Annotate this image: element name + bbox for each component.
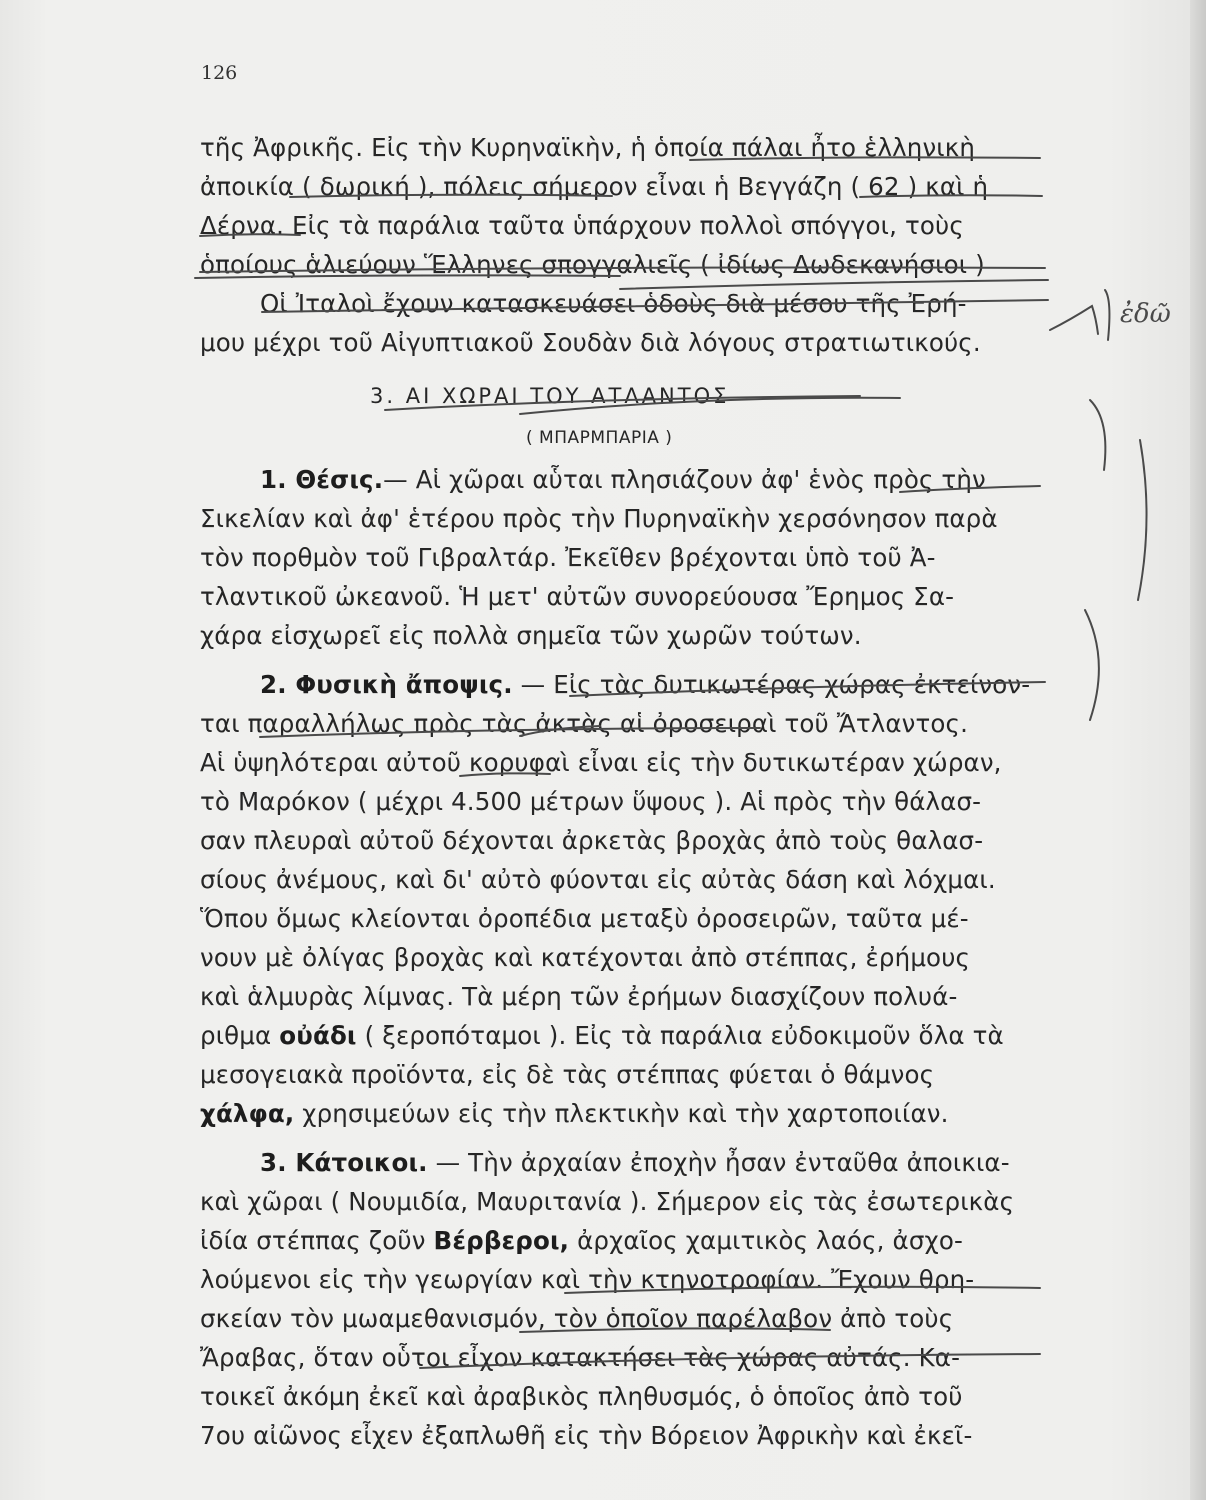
text-line: 7ου αἰῶνος εἶχεν ἐξαπλωθῆ εἰς τὴν Βόρειον Ἀφρικὴν καὶ ἐκεῖ- [200,1421,973,1450]
paragraph-heading-line: 3. Κάτοικοι. — Τὴν ἀρχαίαν ἐποχὴν ἦσαν ἐνταῦθα ἀποικια- [260,1148,1010,1177]
margin-stroke [1050,306,1098,334]
bold-term: οὐάδι [279,1021,357,1050]
paragraph-heading: 2. Φυσικὴ ἄποψις. [260,670,513,699]
paragraph-heading: 1. Θέσις. [260,465,384,494]
text-line: ται παραλλήλως πρὸς τὰς ἀκτὰς αἱ ὀροσειραὶ τοῦ Ἄτλαντος. [200,709,969,738]
text-line: καὶ ἁλμυρὰς λίμνας. Τὰ μέρη τῶν ἐρήμων διασχίζουν πολυά- [200,982,958,1011]
section-subtitle: ( ΜΠΑΡΜΠΑΡΙΑ ) [526,428,673,448]
text-line: Οἱ Ἰταλοὶ ἔχουν κατασκευάσει ὁδοὺς διὰ μέσου τῆς Ἐρή- [260,289,967,318]
bold-term: χάλφα, [200,1099,295,1128]
text-line: χάλφα, χρησιμεύων εἰς τὴν πλεκτικὴν καὶ τὴν χαρτοποιίαν. [200,1099,949,1128]
text-line: ἀποικία ( δωρική ), πόλεις σήμερον εἶναι ἡ Βεγγάζη ( 62 ) καὶ ἡ [200,172,989,201]
text-line: τὸ Μαρόκον ( μέχρι 4.500 μέτρων ὕψους ). Αἱ πρὸς τὴν θάλασ- [200,787,982,816]
text-line: καὶ χῶραι ( Νουμιδία, Μαυριτανία ). Σήμερον εἰς τὰς ἐσωτερικὰς [200,1187,1015,1216]
text-line: Αἱ ὑψηλότεραι αὐτοῦ κορυφαὶ εἶναι εἰς τὴν δυτικωτέραν χώραν, [200,748,1002,777]
text-line: ριθμα οὐάδι ( ξεροπόταμοι ). Εἰς τὰ παράλια εὐδοκιμοῦν ὅλα τὰ [200,1021,1004,1050]
margin-stroke [1138,440,1147,600]
margin-stroke [1090,400,1105,470]
text-line: σκείαν τὸν μωαμεθανισμόν, τὸν ὁποῖον παρέλαβον ἀπὸ τοὺς [200,1304,954,1333]
text-line: Δέρνα. Εἰς τὰ παράλια ταῦτα ὑπάρχουν πολλοὶ σπόγγοι, τοὺς [200,211,964,240]
bold-term: Βέρβεροι, [433,1226,570,1255]
section-title: 3. ΑΙ ΧΩΡΑΙ ΤΟΥ ΑΤΛΑΝΤΟΣ [370,384,730,408]
paragraph-heading: 3. Κάτοικοι. [260,1148,428,1177]
margin-stroke [1085,610,1099,720]
text-line: τὸν πορθμὸν τοῦ Γιβραλτάρ. Ἐκεῖθεν βρέχονται ὑπὸ τοῦ Ἀ- [200,543,936,572]
page-edge-shadow [1190,0,1206,1500]
margin-note: ἐδῶ [1120,299,1171,329]
margin-stroke [1105,290,1109,340]
paragraph-heading-line: 2. Φυσικὴ ἄποψις. — Εἰς τὰς δυτικωτέρας χώρας ἐκτείνον- [260,670,1031,699]
text-line: σίους ἀνέμους, καὶ δι' αὐτὸ φύονται εἰς αὐτὰς δάση καὶ λόχμαι. [200,865,996,894]
text-line: Ὅπου ὅμως κλείονται ὀροπέδια μεταξὺ ὀροσειρῶν, ταῦτα μέ- [200,904,969,933]
text-line: τλαντικοῦ ὠκεανοῦ. Ἡ μετ' αὐτῶν συνορεύουσα Ἔρημος Σα- [200,582,955,611]
text-line: Ἄραβας, ὅταν οὗτοι εἶχον κατακτήσει τὰς χώρας αὐτάς. Κα- [200,1343,961,1372]
text-line: ἰδία στέππας ζοῦν Βέρβεροι, ἀρχαῖος χαμιτικὸς λαός, ἀσχο- [200,1226,963,1255]
text-line: νουν μὲ ὀλίγας βροχὰς καὶ κατέχονται ἀπὸ στέππας, ἐρήμους [200,943,971,972]
text-line: μου μέχρι τοῦ Αἰγυπτιακοῦ Σουδὰν διὰ λόγους στρατιωτικούς. [200,328,981,357]
text-line: λούμενοι εἰς τὴν γεωργίαν καὶ τὴν κτηνοτροφίαν. Ἔχουν θρη- [200,1265,975,1294]
text-line: ὁποίους ἁλιεύουν Ἕλληνες σπογγαλιεῖς ( ἰδίως Δωδεκανήσιοι ) [200,250,985,279]
page-number: 126 [201,62,238,84]
text-line: χάρα εἰσχωρεῖ εἰς πολλὰ σημεῖα τῶν χωρῶν τούτων. [200,621,862,650]
text-line: σαν πλευραὶ αὐτοῦ δέχονται ἀρκετὰς βροχὰς ἀπὸ τοὺς θαλασ- [200,826,984,855]
text-line: τῆς Ἀφρικῆς. Εἰς τὴν Κυρηναϊκὴν, ἡ ὁποία πάλαι ἦτο ἑλληνικὴ [200,133,976,162]
paragraph-heading-line: 1. Θέσις.— Αἱ χῶραι αὗται πλησιάζουν ἀφ' ἑνὸς πρὸς τὴν [260,465,986,494]
text-line: μεσογειακὰ προϊόντα, εἰς δὲ τὰς στέππας φύεται ὁ θάμνος [200,1060,935,1089]
text-line: Σικελίαν καὶ ἀφ' ἑτέρου πρὸς τὴν Πυρηναϊκὴν χερσόνησον παρὰ [200,504,998,533]
text-line: τοικεῖ ἀκόμη ἐκεῖ καὶ ἀραβικὸς πληθυσμός, ὁ ὁποῖος ἀπὸ τοῦ [200,1382,963,1411]
